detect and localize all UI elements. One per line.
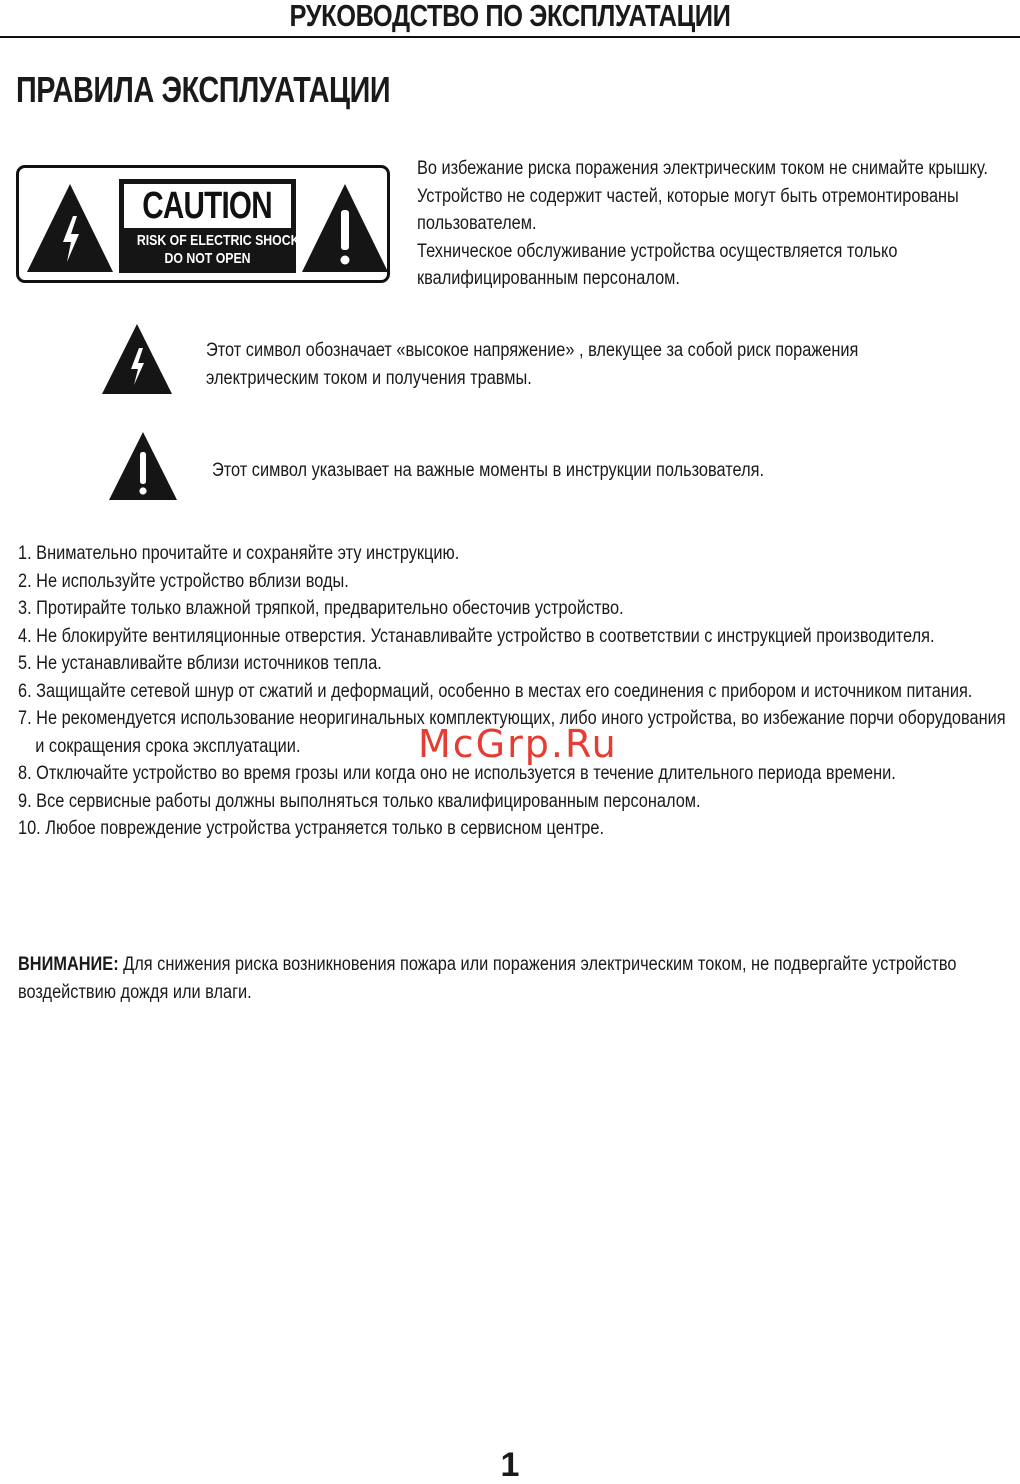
caution-subtitle-1: RISK OF ELECTRIC SHOCK [136,232,300,249]
section-title: ПРАВИЛА ЭКСПЛУАТАЦИИ [16,69,391,110]
page-header [0,0,1020,38]
list-item: 1. Внимательно прочитайте и сохраняйте эту инструкцию. [18,543,460,564]
caution-description [417,155,988,293]
list-item: 8. Отключайте устройство во время грозы или когда оно не используется в течение длительного периода времени. [18,763,896,784]
caution-word: CAUTION [124,184,291,228]
caution-text-line: Во избежание риска поражения электрическим током не снимайте крышку. [417,158,988,179]
caution-label [16,165,390,283]
list-item: 9. Все сервисные работы должны выполняться только квалифицированным персоналом. [18,790,701,812]
list-item: 10. Любое повреждение устройства устраняется только в сервисном центре. [18,818,605,839]
list-item: 7. Не рекомендуется использование неоригинальных комплектующих, либо иного устройства, во избежание порчи оборудования [18,708,1006,729]
exclamation-symbol-icon [108,430,178,502]
caution-panel [119,179,300,273]
list-item: 5. Не устанавливайте вблизи источников тепла. [18,653,382,674]
list-item: 6. Защищайте сетевой шнур от сжатий и деформаций, особенно в местах его соединения с прибором и источником питания. [18,680,973,702]
caution-text-line: пользователем. [417,213,537,234]
lightning-warning-icon [25,182,115,274]
caution-text-line: квалифицированным персоналом. [417,268,680,289]
voltage-text-line: Этот символ обозначает «высокое напряжение» , влекущее за собой риск поражения [206,340,859,361]
list-item: 3. Протирайте только влажной тряпкой, предварительно обесточив устройство. [18,598,624,619]
list-item: 2. Не используйте устройство вблизи воды. [18,570,349,592]
caution-text-line: Техническое обслуживание устройства осуществляется только [417,240,898,262]
warning-notice [18,951,956,1006]
exclamation-warning-icon [300,182,390,274]
warning-text: Для снижения риска возникновения пожара или поражения электрическим током, не подвергайте устройство [118,954,957,975]
page-number: 1 [500,1446,520,1484]
voltage-text-line: электрическим током и получения травмы. [206,367,532,389]
voltage-symbol-description [206,337,858,392]
rules-list [18,540,1020,843]
warning-label: ВНИМАНИЕ: [18,954,119,975]
caution-subtitle-2: DO NOT OPEN [164,250,251,267]
caution-text-line: Устройство не содержит частей, которые могут быть отремонтированы [417,185,959,207]
important-symbol-description: Этот символ указывает на важные моменты в инструкции пользователя. [212,460,765,481]
watermark: McGrp.Ru [418,722,618,766]
document-title: РУКОВОДСТВО ПО ЭКСПЛУАТАЦИИ [289,0,731,33]
list-item-continuation: и сокращения срока эксплуатации. [35,735,301,757]
lightning-symbol-icon [101,322,173,396]
warning-text-continued: воздействию дождя или влаги. [18,981,252,1003]
list-item: 4. Не блокируйте вентиляционные отверстия. Устанавливайте устройство в соответствии с инструкцией производителя. [18,625,935,647]
